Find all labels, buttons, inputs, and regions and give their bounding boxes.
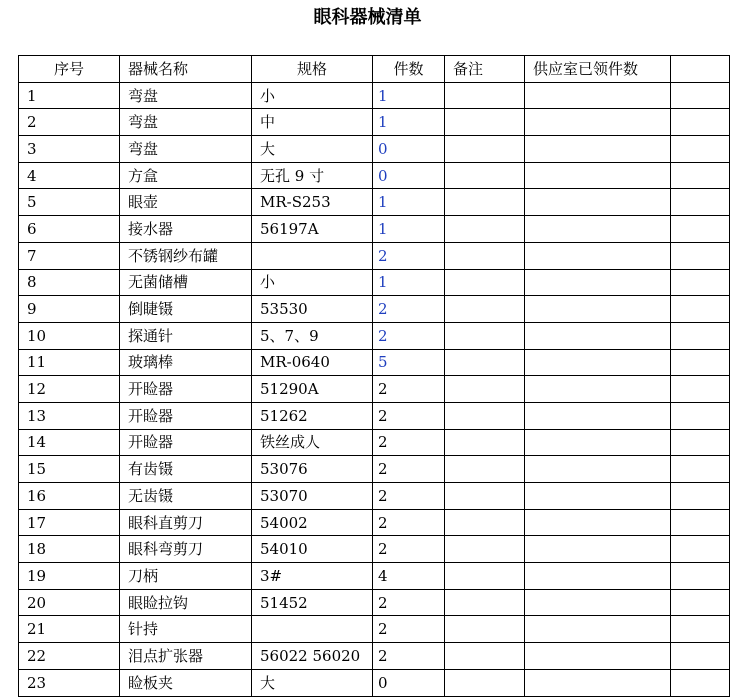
cell-seq: 14 xyxy=(19,429,120,456)
cell-issued xyxy=(525,456,671,483)
table-row xyxy=(19,269,730,296)
table-row xyxy=(19,563,730,590)
cell-qty: 4 xyxy=(373,563,445,590)
cell-seq: 11 xyxy=(19,349,120,376)
cell-remark xyxy=(445,349,525,376)
cell-seq: 21 xyxy=(19,616,120,643)
cell-name: 针持 xyxy=(120,616,252,643)
header-remark: 备注 xyxy=(445,56,525,83)
table-row xyxy=(19,669,730,696)
cell-issued xyxy=(525,82,671,109)
table-row xyxy=(19,402,730,429)
cell-extra xyxy=(671,483,730,510)
cell-remark xyxy=(445,536,525,563)
table-row xyxy=(19,322,730,349)
cell-issued xyxy=(525,669,671,696)
cell-qty: 0 xyxy=(373,669,445,696)
cell-qty: 5 xyxy=(373,349,445,376)
cell-spec: 56022 56020 xyxy=(252,643,373,670)
cell-seq: 13 xyxy=(19,402,120,429)
cell-name: 不锈钢纱布罐 xyxy=(120,242,252,269)
cell-name: 有齿镊 xyxy=(120,456,252,483)
cell-seq: 17 xyxy=(19,509,120,536)
cell-qty: 2 xyxy=(373,429,445,456)
cell-issued xyxy=(525,536,671,563)
cell-qty: 1 xyxy=(373,109,445,136)
cell-remark xyxy=(445,456,525,483)
cell-remark xyxy=(445,296,525,323)
cell-spec: 51262 xyxy=(252,402,373,429)
cell-issued xyxy=(525,483,671,510)
cell-issued xyxy=(525,376,671,403)
cell-extra xyxy=(671,643,730,670)
cell-seq: 19 xyxy=(19,563,120,590)
cell-extra xyxy=(671,242,730,269)
cell-extra xyxy=(671,589,730,616)
cell-remark xyxy=(445,509,525,536)
header-qty: 件数 xyxy=(373,56,445,83)
cell-extra xyxy=(671,162,730,189)
cell-spec: 小 xyxy=(252,269,373,296)
cell-remark xyxy=(445,322,525,349)
header-spec: 规格 xyxy=(252,56,373,83)
cell-qty: 0 xyxy=(373,162,445,189)
cell-remark xyxy=(445,483,525,510)
cell-seq: 12 xyxy=(19,376,120,403)
cell-extra xyxy=(671,296,730,323)
cell-spec: 无孔 9 寸 xyxy=(252,162,373,189)
cell-spec: 51290A xyxy=(252,376,373,403)
cell-extra xyxy=(671,456,730,483)
cell-remark xyxy=(445,216,525,243)
cell-qty: 2 xyxy=(373,402,445,429)
cell-extra xyxy=(671,136,730,163)
cell-name: 眼科弯剪刀 xyxy=(120,536,252,563)
cell-remark xyxy=(445,269,525,296)
cell-issued xyxy=(525,136,671,163)
table-header-row xyxy=(19,56,730,83)
table-row xyxy=(19,109,730,136)
cell-extra xyxy=(671,509,730,536)
cell-remark xyxy=(445,82,525,109)
cell-name: 无菌储槽 xyxy=(120,269,252,296)
cell-name: 接水器 xyxy=(120,216,252,243)
cell-seq: 2 xyxy=(19,109,120,136)
cell-qty: 2 xyxy=(373,616,445,643)
cell-seq: 8 xyxy=(19,269,120,296)
cell-name: 睑板夹 xyxy=(120,669,252,696)
cell-extra xyxy=(671,536,730,563)
cell-extra xyxy=(671,82,730,109)
cell-qty: 2 xyxy=(373,322,445,349)
cell-issued xyxy=(525,563,671,590)
cell-spec xyxy=(252,242,373,269)
header-extra xyxy=(671,56,730,83)
header-issued: 供应室已领件数 xyxy=(525,56,671,83)
cell-extra xyxy=(671,349,730,376)
cell-seq: 6 xyxy=(19,216,120,243)
table-row xyxy=(19,483,730,510)
cell-spec: 铁丝成人 xyxy=(252,429,373,456)
cell-qty: 1 xyxy=(373,216,445,243)
table-row xyxy=(19,643,730,670)
cell-seq: 23 xyxy=(19,669,120,696)
cell-name: 开睑器 xyxy=(120,402,252,429)
cell-issued xyxy=(525,269,671,296)
cell-seq: 4 xyxy=(19,162,120,189)
cell-name: 泪点扩张器 xyxy=(120,643,252,670)
cell-name: 弯盘 xyxy=(120,109,252,136)
cell-issued xyxy=(525,109,671,136)
cell-remark xyxy=(445,242,525,269)
cell-qty: 2 xyxy=(373,242,445,269)
cell-name: 开睑器 xyxy=(120,429,252,456)
table-row xyxy=(19,216,730,243)
cell-extra xyxy=(671,322,730,349)
cell-name: 开睑器 xyxy=(120,376,252,403)
cell-spec: 5、7、9 xyxy=(252,322,373,349)
cell-name: 眼睑拉钩 xyxy=(120,589,252,616)
cell-seq: 20 xyxy=(19,589,120,616)
cell-name: 弯盘 xyxy=(120,136,252,163)
cell-issued xyxy=(525,349,671,376)
table-row xyxy=(19,162,730,189)
cell-seq: 18 xyxy=(19,536,120,563)
cell-remark xyxy=(445,109,525,136)
cell-name: 探通针 xyxy=(120,322,252,349)
cell-issued xyxy=(525,402,671,429)
table-row xyxy=(19,296,730,323)
table-row xyxy=(19,589,730,616)
cell-spec xyxy=(252,616,373,643)
cell-extra xyxy=(671,376,730,403)
cell-extra xyxy=(671,429,730,456)
cell-seq: 5 xyxy=(19,189,120,216)
cell-qty: 2 xyxy=(373,483,445,510)
table-row xyxy=(19,429,730,456)
cell-issued xyxy=(525,296,671,323)
cell-qty: 2 xyxy=(373,456,445,483)
cell-issued xyxy=(525,429,671,456)
cell-spec: 53076 xyxy=(252,456,373,483)
cell-remark xyxy=(445,189,525,216)
cell-name: 弯盘 xyxy=(120,82,252,109)
cell-seq: 10 xyxy=(19,322,120,349)
cell-spec: 大 xyxy=(252,136,373,163)
cell-name: 眼科直剪刀 xyxy=(120,509,252,536)
cell-qty: 2 xyxy=(373,536,445,563)
cell-qty: 2 xyxy=(373,643,445,670)
table-row xyxy=(19,536,730,563)
cell-name: 眼壶 xyxy=(120,189,252,216)
table-row xyxy=(19,189,730,216)
cell-spec: 54010 xyxy=(252,536,373,563)
cell-remark xyxy=(445,402,525,429)
cell-spec: 3# xyxy=(252,563,373,590)
cell-extra xyxy=(671,109,730,136)
cell-extra xyxy=(671,669,730,696)
cell-remark xyxy=(445,376,525,403)
cell-issued xyxy=(525,589,671,616)
cell-spec: 54002 xyxy=(252,509,373,536)
cell-remark xyxy=(445,136,525,163)
cell-extra xyxy=(671,402,730,429)
cell-spec: 53070 xyxy=(252,483,373,510)
cell-seq: 7 xyxy=(19,242,120,269)
cell-spec: 51452 xyxy=(252,589,373,616)
cell-issued xyxy=(525,643,671,670)
cell-seq: 22 xyxy=(19,643,120,670)
instrument-table xyxy=(18,55,730,697)
cell-remark xyxy=(445,563,525,590)
table-row xyxy=(19,82,730,109)
cell-issued xyxy=(525,242,671,269)
cell-extra xyxy=(671,616,730,643)
cell-name: 无齿镊 xyxy=(120,483,252,510)
cell-qty: 1 xyxy=(373,269,445,296)
cell-issued xyxy=(525,322,671,349)
cell-spec: 小 xyxy=(252,82,373,109)
cell-issued xyxy=(525,162,671,189)
cell-issued xyxy=(525,216,671,243)
cell-extra xyxy=(671,269,730,296)
cell-issued xyxy=(525,616,671,643)
table-row xyxy=(19,376,730,403)
table-row xyxy=(19,509,730,536)
cell-qty: 1 xyxy=(373,189,445,216)
header-name: 器械名称 xyxy=(120,56,252,83)
document-title: 眼科器械清单 xyxy=(313,7,422,28)
cell-spec: 中 xyxy=(252,109,373,136)
cell-extra xyxy=(671,189,730,216)
cell-qty: 2 xyxy=(373,509,445,536)
cell-qty: 2 xyxy=(373,296,445,323)
cell-seq: 15 xyxy=(19,456,120,483)
cell-qty: 2 xyxy=(373,376,445,403)
cell-remark xyxy=(445,616,525,643)
cell-remark xyxy=(445,429,525,456)
cell-remark xyxy=(445,162,525,189)
cell-name: 刀柄 xyxy=(120,563,252,590)
cell-issued xyxy=(525,189,671,216)
table-row xyxy=(19,456,730,483)
cell-name: 方盒 xyxy=(120,162,252,189)
cell-name: 倒睫镊 xyxy=(120,296,252,323)
cell-extra xyxy=(671,563,730,590)
table-row xyxy=(19,136,730,163)
cell-seq: 1 xyxy=(19,82,120,109)
cell-spec: 56197A xyxy=(252,216,373,243)
cell-remark xyxy=(445,589,525,616)
cell-seq: 3 xyxy=(19,136,120,163)
table-row xyxy=(19,349,730,376)
cell-remark xyxy=(445,669,525,696)
table-row xyxy=(19,242,730,269)
cell-spec: MR-S253 xyxy=(252,189,373,216)
cell-seq: 16 xyxy=(19,483,120,510)
cell-qty: 2 xyxy=(373,589,445,616)
table-row xyxy=(19,616,730,643)
cell-name: 玻璃棒 xyxy=(120,349,252,376)
cell-qty: 0 xyxy=(373,136,445,163)
cell-spec: MR-0640 xyxy=(252,349,373,376)
cell-remark xyxy=(445,643,525,670)
cell-qty: 1 xyxy=(373,82,445,109)
cell-spec: 大 xyxy=(252,669,373,696)
header-seq: 序号 xyxy=(19,56,120,83)
cell-extra xyxy=(671,216,730,243)
cell-spec: 53530 xyxy=(252,296,373,323)
cell-seq: 9 xyxy=(19,296,120,323)
cell-issued xyxy=(525,509,671,536)
